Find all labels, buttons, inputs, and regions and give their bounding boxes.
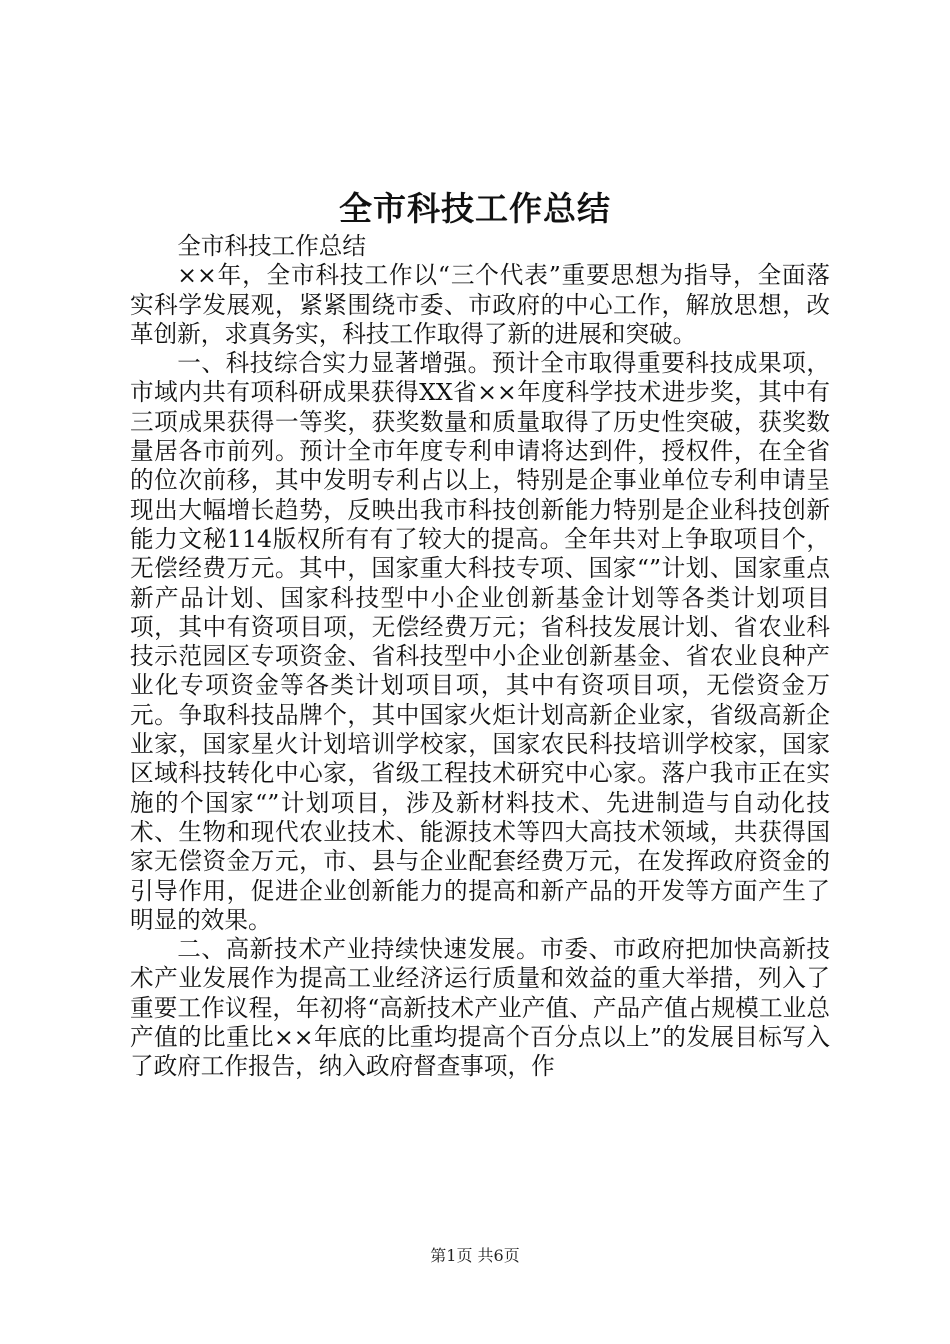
paragraph-section-1: 一、科技综合实力显著增强。预计全市取得重要科技成果项，市域内共有项科研成果获得XX省××年度科学技术进步奖，其中有三项成果获得一等奖，获奖数量和质量取得了历史性突破，获奖数量居各市前列。预计全市年度专利申请将达到件，授权件，在全省的位次前移，其中发明专利占以上，特别是企事业单位专利申请呈现出大幅增长趋势，反映出我市科技创新能力特别是企业科技创新能力文秘114版权所有有了较大的提高。全年共对上争取项目个，无偿经费万元。其中，国家重大科技专项、国家“”计划、国家重点新产品计划、国家科技型中小企业创新基金计划等各类计划项目项，其中有资项目项，无偿经费万元；省科技发展计划、省农业科技示范园区专项资金、省科技型中小企业创新基金、省农业良种产业化专项资金等各类计划项目项，其中有资项目项，无偿资金万元。争取科技品牌个，其中国家火炬计划高新企业家，省级高新企业家，国家星火计划培训学校家，国家农民科技培训学校家，国家区域科技转化中心家，省级工程技术研究中心家。落户我市正在实施的个国家“”计划项目，涉及新材料技术、先进制造与自动化技术、生物和现代农业技术、能源技术等四大高技术领域，共获得国家无偿资金万元，市、县与企业配套经费万元，在发挥政府资金的引导作用，促进企业创新能力的提高和新产品的开发等方面产生了明显的效果。	[130, 349, 830, 934]
document-body	[130, 232, 830, 1082]
page-number-footer: 第1页 共6页	[430, 1246, 520, 1265]
document-title: 全市科技工作总结	[339, 189, 611, 228]
paragraph-intro: ××年，全市科技工作以“三个代表”重要思想为指导，全面落实科学发展观，紧紧围绕市委、市政府的中心工作，解放思想，改革创新，求真务实，科技工作取得了新的进展和突破。	[130, 261, 830, 348]
paragraph-section-2: 二、高新技术产业持续快速发展。市委、市政府把加快高新技术产业发展作为提高工业经济运行质量和效益的重大举措，列入了重要工作议程，年初将“高新技术产业产值、产品产值占规模工业总产值的比重比××年底的比重均提高个百分点以上”的发展目标写入了政府工作报告，纳入政府督查事项，作	[130, 935, 830, 1081]
paragraph-subtitle: 全市科技工作总结	[177, 232, 366, 260]
